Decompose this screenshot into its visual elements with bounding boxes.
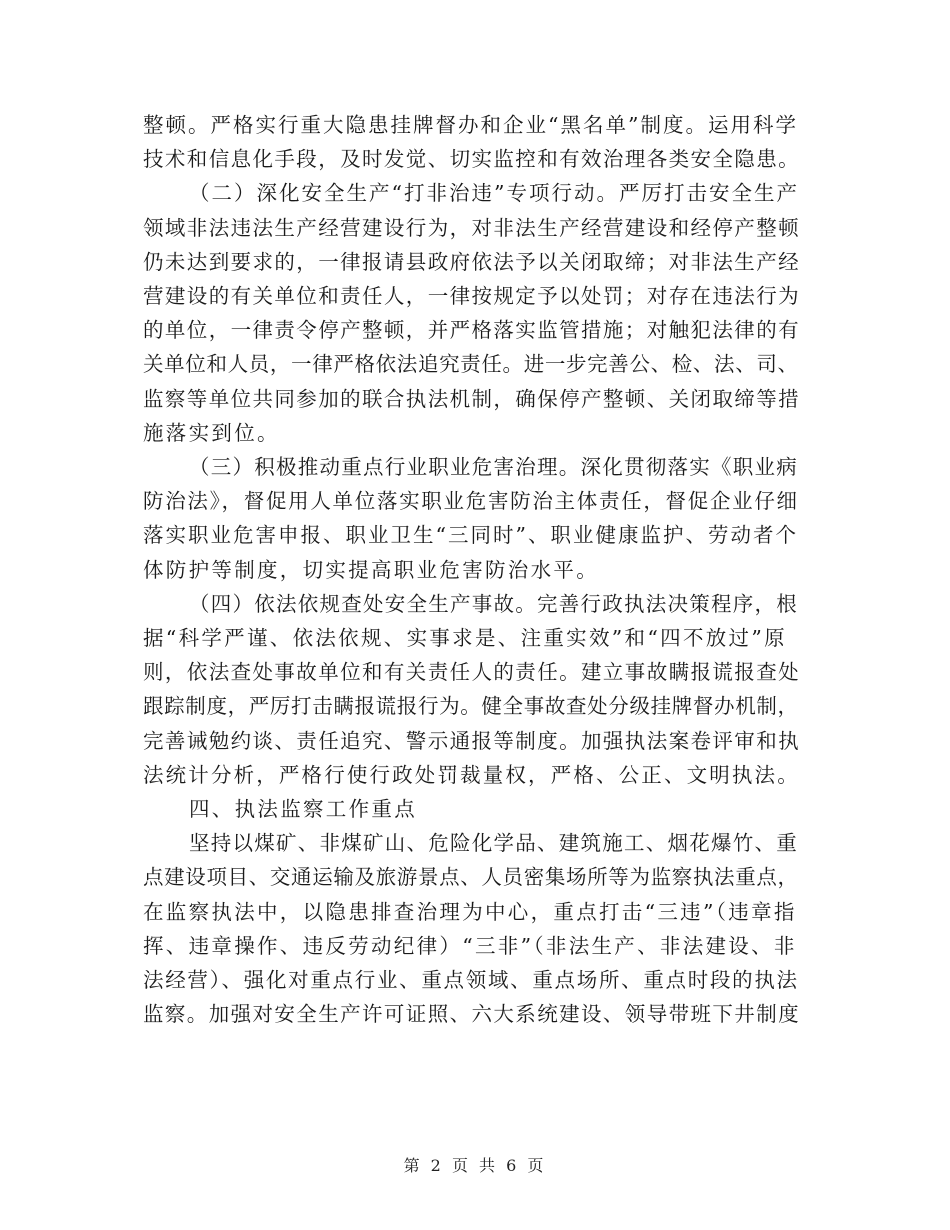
text-line: 监察等单位共同参加的联合执法机制，确保停产整顿、关闭取缔等措 (143, 386, 800, 411)
text-line: 在监察执法中，以隐患排查治理为中心，重点打击“三违”（违章指 (143, 899, 797, 924)
text-line: 仍未达到要求的，一律报请县政府依法予以关闭取缔；对非法生产经 (143, 249, 800, 274)
paragraph-2 (143, 176, 801, 450)
text-line: 点建设项目、交通运输及旅游景点、人员密集场所等为监察执法重点， (143, 865, 799, 890)
text-line: 施落实到位。 (143, 420, 280, 445)
text-line: 技术和信息化手段，及时发觉、切实监控和有效治理各类安全隐患。 (143, 147, 800, 172)
heading-text: 四、执法监察工作重点 (189, 797, 417, 822)
text-line: 营建设的有关单位和责任人，一律按规定予以处罚；对存在违法行为 (143, 284, 800, 309)
text-line: 则，依法查处事故单位和有关责任人的责任。建立事故瞒报谎报查处 (143, 660, 800, 685)
section-heading (143, 792, 801, 826)
text-line: 关单位和人员，一律严格依法追究责任。进一步完善公、检、法、司、 (143, 352, 799, 377)
text-line: 完善诫勉约谈、责任追究、警示通报等制度。加强执法案卷评审和执 (143, 728, 800, 753)
text-line: 法经营）、强化对重点行业、重点领域、重点场所、重点时段的执法 (143, 968, 799, 993)
paragraph-4 (143, 587, 801, 792)
text-line: （四）依法依规查处安全生产事故。完善行政执法决策程序，根 (189, 591, 798, 616)
text-line: 法统计分析，严格行使行政处罚裁量权，严格、公正、文明执法。 (143, 762, 800, 787)
paragraph-5 (143, 826, 801, 1031)
paragraph-1 (143, 108, 801, 176)
text-line: 监察。加强对安全生产许可证照、六大系统建设、领导带班下井制度 (143, 1002, 800, 1027)
text-line: 挥、违章操作、违反劳动纪律）“三非”（非法生产、非法建设、非 (143, 933, 797, 958)
paragraph-3 (143, 450, 801, 587)
text-line: 落实职业危害申报、职业卫生“三同时”、职业健康监护、劳动者个 (143, 523, 798, 548)
text-line: 跟踪制度，严厉打击瞒报谎报行为。健全事故查处分级挂牌督办机制， (143, 694, 799, 719)
text-line: （二）深化安全生产“打非治违”专项行动。严厉打击安全生产 (189, 181, 799, 206)
document-body (143, 108, 801, 1031)
text-line: 的单位，一律责令停产整顿，并严格落实监管措施；对触犯法律的有 (143, 318, 800, 343)
text-line: 据“科学严谨、依法依规、实事求是、注重实效”和“四不放过”原 (143, 626, 787, 651)
text-line: 防治法》，督促用人单位落实职业危害防治主体责任，督促企业仔细 (143, 489, 799, 514)
text-line: 坚持以煤矿、非煤矿山、危险化学品、建筑施工、烟花爆竹、重 (189, 831, 798, 856)
page-number-footer: 第 2 页 共 6 页 (403, 1156, 547, 1175)
text-line: 领域非法违法生产经营建设行为，对非法生产经营建设和经停产整顿 (143, 215, 800, 240)
text-line: 整顿。严格实行重大隐患挂牌督办和企业“黑名单”制度。运用科学 (143, 113, 798, 137)
text-line: 体防护等制度，切实提高职业危害防治水平。 (143, 557, 599, 582)
text-line: （三）积极推动重点行业职业危害治理。深化贯彻落实《职业病 (189, 455, 798, 480)
